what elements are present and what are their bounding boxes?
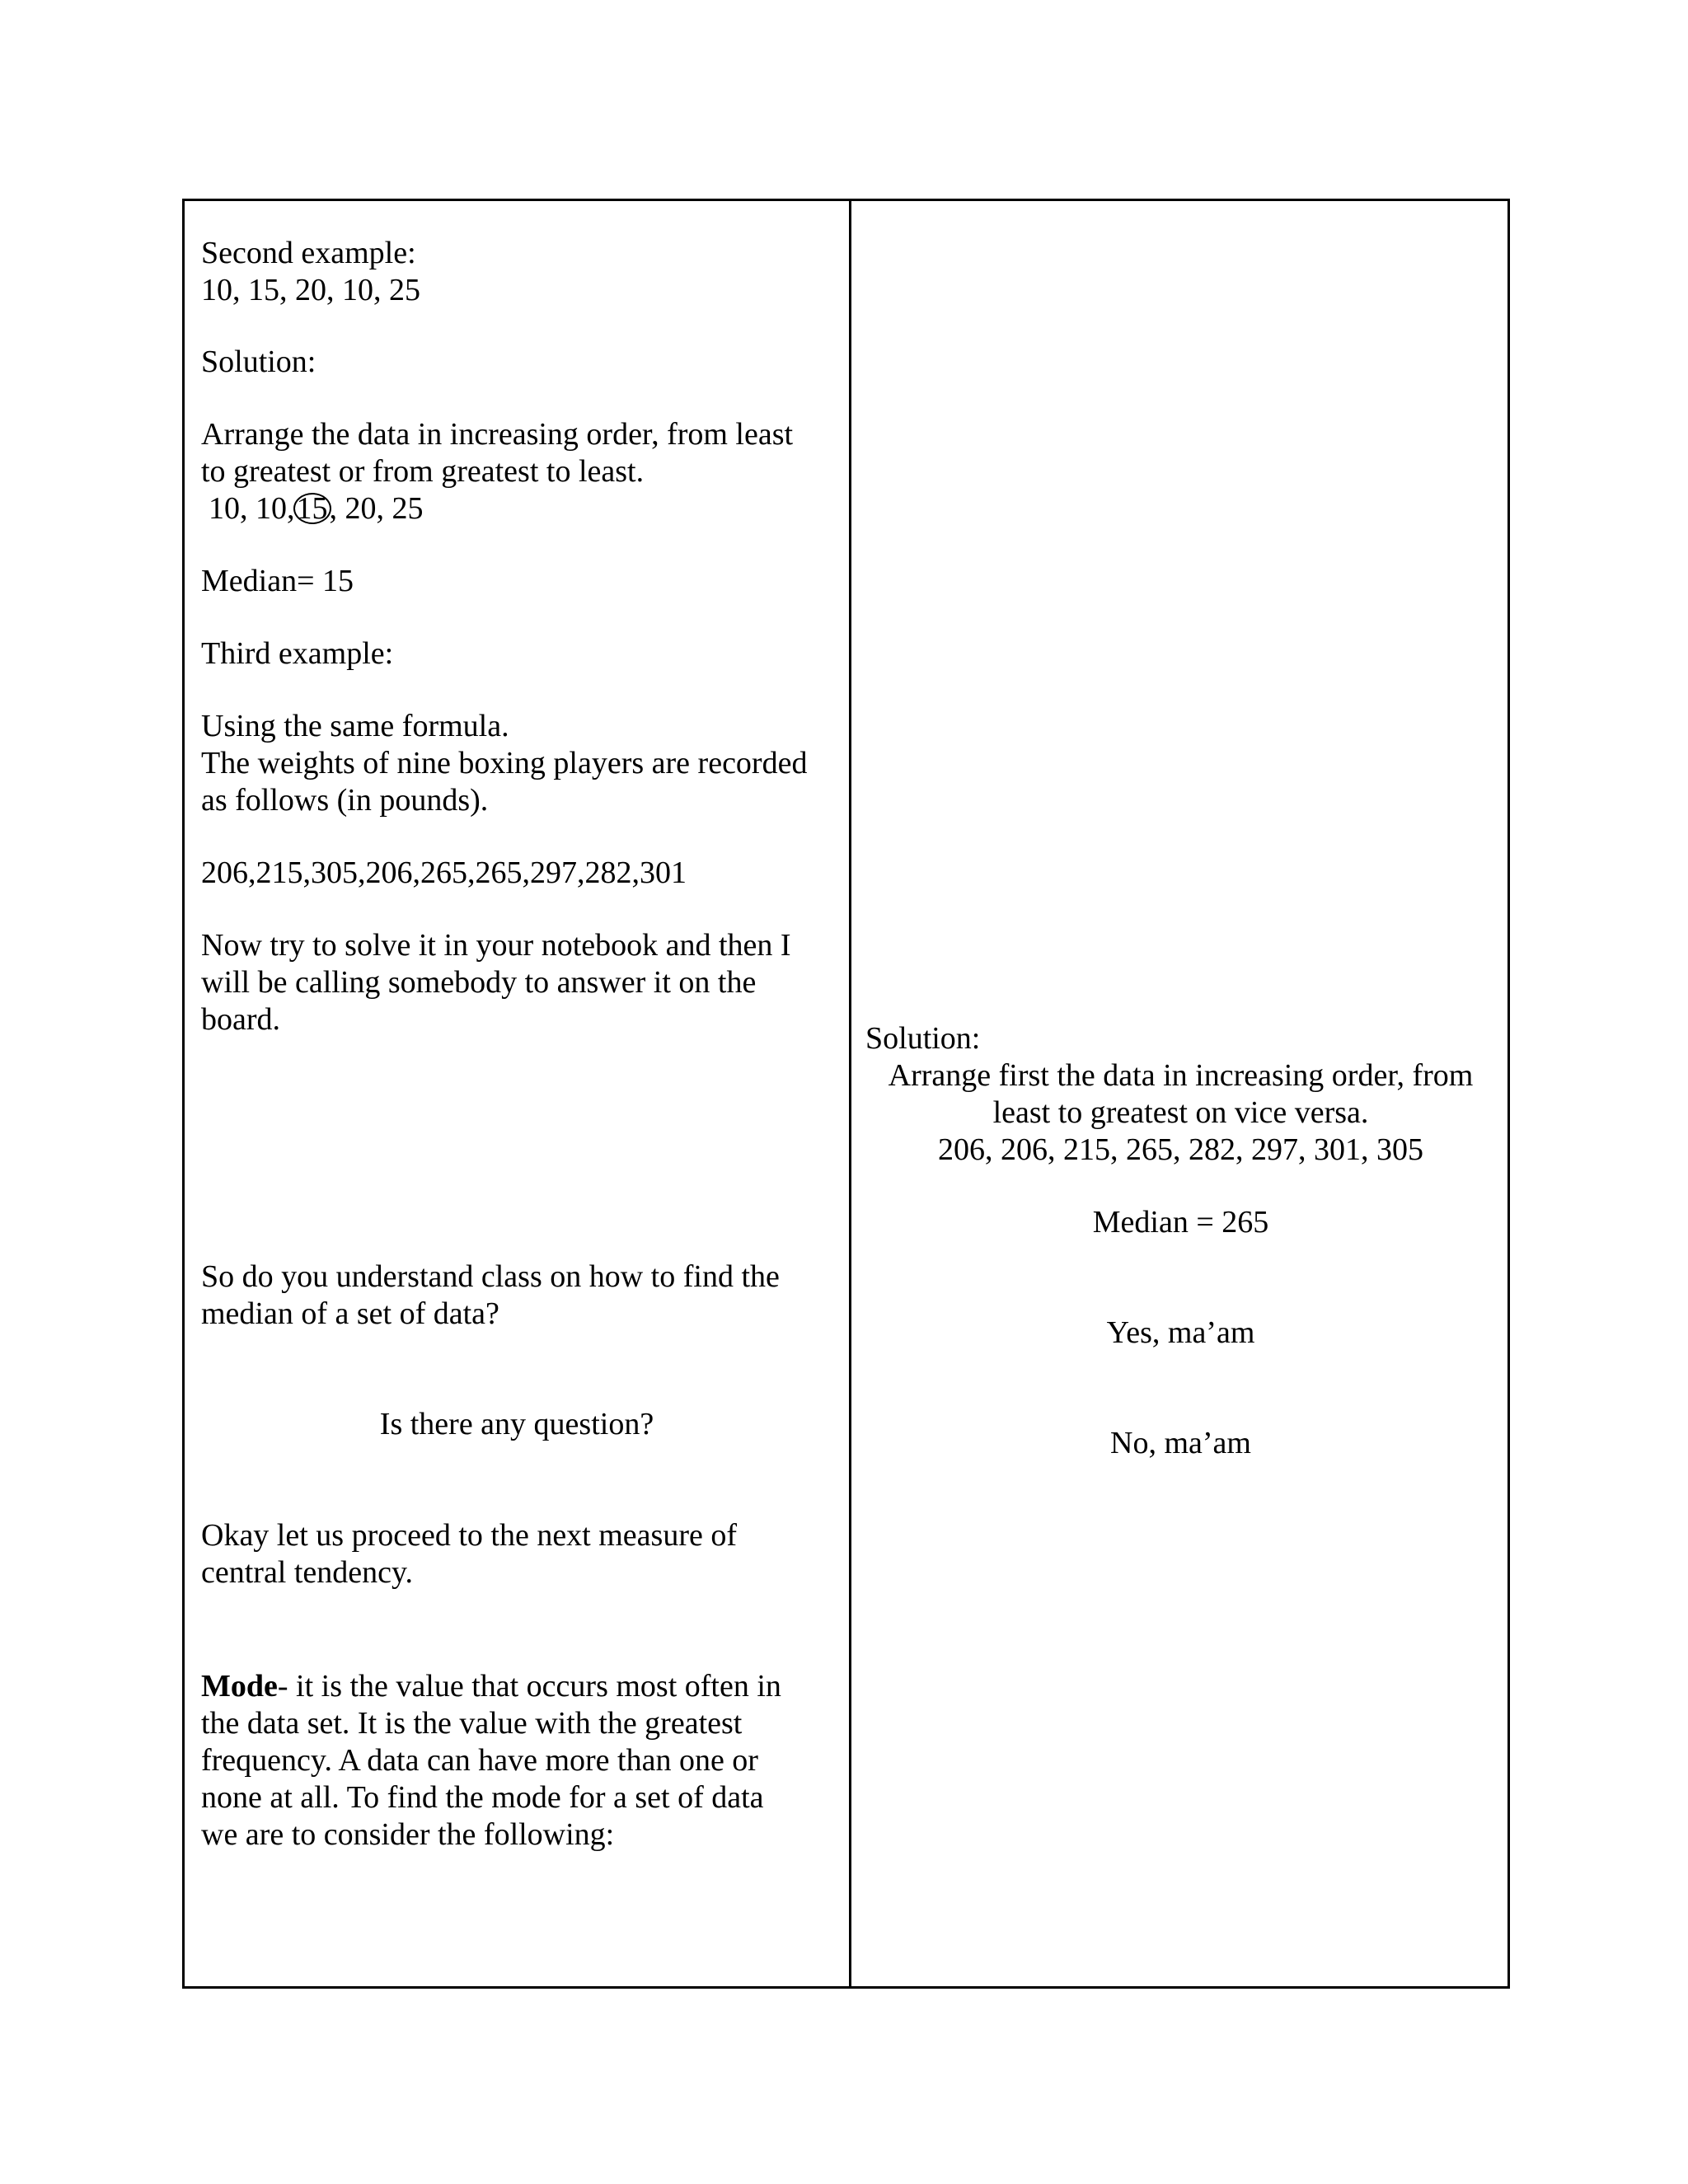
student-arrange-line2: least to greatest on vice versa. (992, 1095, 1369, 1130)
circled-median-value: 15 (293, 493, 331, 524)
understand-line2: median of a set of data? (201, 1296, 499, 1331)
arrange-instruction-line1: Arrange the data in increasing order, from least (201, 417, 794, 452)
weights-line2: as follows (in pounds). (201, 783, 489, 818)
understand-line1: So do you understand class on how to find the (201, 1259, 780, 1294)
student-answer-no: No, ma’am (1110, 1426, 1251, 1460)
weights-data: 206,215,305,206,265,265,297,282,301 (201, 855, 687, 890)
student-arrange-line1: Arrange first the data in increasing order, from (888, 1058, 1474, 1093)
try-line3: board. (201, 1002, 281, 1037)
try-line2: will be calling somebody to answer it on the (201, 965, 757, 1000)
student-median-result: Median = 265 (1092, 1205, 1269, 1240)
sorted-data (209, 490, 424, 527)
second-example-data: 10, 15, 20, 10, 25 (201, 273, 420, 307)
mode-definition-line3: frequency. A data can have more than one or (201, 1743, 758, 1778)
mode-definition-line5: we are to consider the following: (201, 1817, 615, 1852)
mode-term: Mode (201, 1669, 278, 1704)
student-sorted-data: 206, 206, 215, 265, 282, 297, 301, 305 (938, 1132, 1423, 1167)
median-result: Median= 15 (201, 564, 354, 598)
proceed-line1: Okay let us proceed to the next measure of (201, 1518, 737, 1553)
second-example-label: Second example: (201, 236, 416, 270)
solution-label: Solution: (201, 344, 316, 379)
any-question-text: Is there any question? (379, 1407, 654, 1441)
mode-definition-rest: - it is the value that occurs most often in (277, 1669, 781, 1704)
same-formula-text: Using the same formula. (201, 709, 509, 743)
student-answer-yes: Yes, ma’am (1106, 1315, 1255, 1350)
mode-definition-line1 (201, 1668, 781, 1705)
weights-line1: The weights of nine boxing players are recorded (201, 746, 808, 780)
arrange-instruction-line2: to greatest or from greatest to least. (201, 454, 645, 489)
mode-definition-line4: none at all. To find the mode for a set of data (201, 1780, 764, 1815)
student-solution-label: Solution: (865, 1021, 981, 1056)
sorted-data-before: 10, 10, (209, 491, 295, 526)
lesson-table (182, 199, 1510, 1989)
mode-definition-line2: the data set. It is the value with the greatest (201, 1706, 743, 1741)
third-example-label: Third example: (201, 636, 394, 671)
proceed-line2: central tendency. (201, 1555, 414, 1590)
sorted-data-after: , 20, 25 (329, 491, 424, 526)
try-line1: Now try to solve it in your notebook and then I (201, 928, 791, 963)
